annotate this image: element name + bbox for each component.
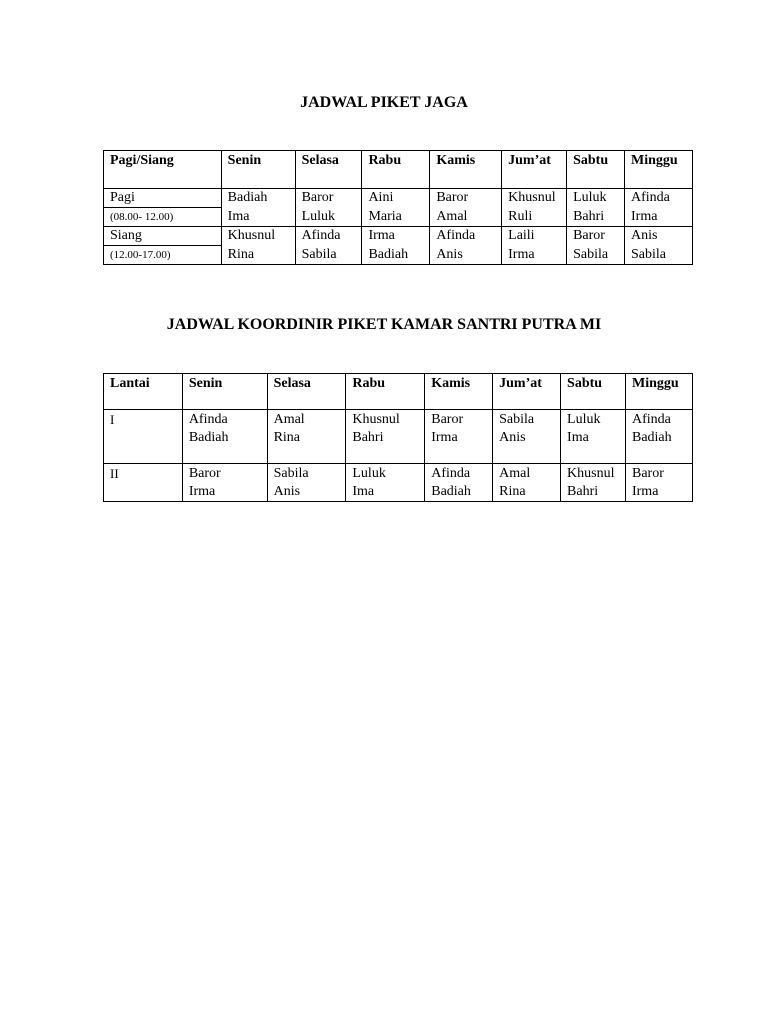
piket-jaga-table	[103, 150, 693, 265]
table-cell: Luluk Ima	[561, 410, 626, 464]
table-cell: Baror Irma	[182, 464, 267, 502]
piket-jaga-title: JADWAL PIKET JAGA	[300, 94, 468, 111]
table-cell: Afinda	[625, 189, 693, 208]
table-cell: Aini	[362, 189, 430, 208]
table-cell: Khusnul	[502, 189, 567, 208]
table-cell: Sabila Anis	[267, 464, 346, 502]
column-header: Minggu	[625, 151, 693, 189]
table-cell: Baror	[567, 227, 625, 246]
column-header: Pagi/Siang	[104, 151, 222, 189]
table-cell: Irma	[625, 208, 693, 227]
table-row	[104, 246, 693, 265]
column-header: Jum’at	[502, 151, 567, 189]
table-cell: Baror	[430, 189, 502, 208]
table-cell: Baror	[295, 189, 362, 208]
table-cell: Pagi	[104, 189, 222, 208]
table-cell: Badiah	[221, 189, 295, 208]
table-cell: Ruli	[502, 208, 567, 227]
column-header: Jum’at	[493, 374, 561, 410]
table-cell: Amal	[430, 208, 502, 227]
table-cell: Laili	[502, 227, 567, 246]
table-row	[104, 410, 693, 464]
column-header: Selasa	[267, 374, 346, 410]
column-header: Lantai	[104, 374, 183, 410]
table-cell: Anis	[430, 246, 502, 265]
table-cell: Bahri	[567, 208, 625, 227]
column-header: Rabu	[346, 374, 425, 410]
table-cell: Maria	[362, 208, 430, 227]
table-cell: (08.00- 12.00)	[104, 208, 222, 227]
table-row	[104, 189, 693, 208]
table-cell: II	[104, 464, 183, 502]
table-cell: Khusnul	[221, 227, 295, 246]
table-cell: Baror Irma	[425, 410, 493, 464]
table-cell: Afinda Badiah	[182, 410, 267, 464]
table-cell: Badiah	[362, 246, 430, 265]
table-cell: Ima	[221, 208, 295, 227]
table-cell: Afinda Badiah	[625, 410, 692, 464]
column-header: Minggu	[625, 374, 692, 410]
column-header: Kamis	[425, 374, 493, 410]
table-header-row	[104, 151, 693, 189]
table-cell: (12.00-17.00)	[104, 246, 222, 265]
table-cell: Baror Irma	[625, 464, 692, 502]
column-header: Senin	[182, 374, 267, 410]
table-cell: Sabila	[295, 246, 362, 265]
koordinir-piket-table	[103, 373, 693, 502]
column-header: Sabtu	[567, 151, 625, 189]
table-cell: Sabila	[567, 246, 625, 265]
koordinir-piket-title: JADWAL KOORDINIR PIKET KAMAR SANTRI PUTRA MI	[166, 316, 602, 333]
column-header: Rabu	[362, 151, 430, 189]
table-header-row	[104, 374, 693, 410]
table-cell: Sabila	[625, 246, 693, 265]
table-cell: Luluk Ima	[346, 464, 425, 502]
column-header: Selasa	[295, 151, 362, 189]
table-cell: Luluk	[567, 189, 625, 208]
table-cell: Irma	[502, 246, 567, 265]
table-cell: Afinda	[295, 227, 362, 246]
column-header: Kamis	[430, 151, 502, 189]
table-cell: Sabila Anis	[493, 410, 561, 464]
table-row	[104, 464, 693, 502]
table-cell: Khusnul Bahri	[346, 410, 425, 464]
column-header: Senin	[221, 151, 295, 189]
table-cell: Amal Rina	[493, 464, 561, 502]
table-row	[104, 227, 693, 246]
table-cell: I	[104, 410, 183, 464]
table-cell: Khusnul Bahri	[561, 464, 626, 502]
table-cell: Afinda Badiah	[425, 464, 493, 502]
table-cell: Siang	[104, 227, 222, 246]
table-cell: Afinda	[430, 227, 502, 246]
table-cell: Luluk	[295, 208, 362, 227]
table-cell: Rina	[221, 246, 295, 265]
table-cell: Anis	[625, 227, 693, 246]
table-cell: Amal Rina	[267, 410, 346, 464]
column-header: Sabtu	[561, 374, 626, 410]
table-row	[104, 208, 693, 227]
table-cell: Irma	[362, 227, 430, 246]
